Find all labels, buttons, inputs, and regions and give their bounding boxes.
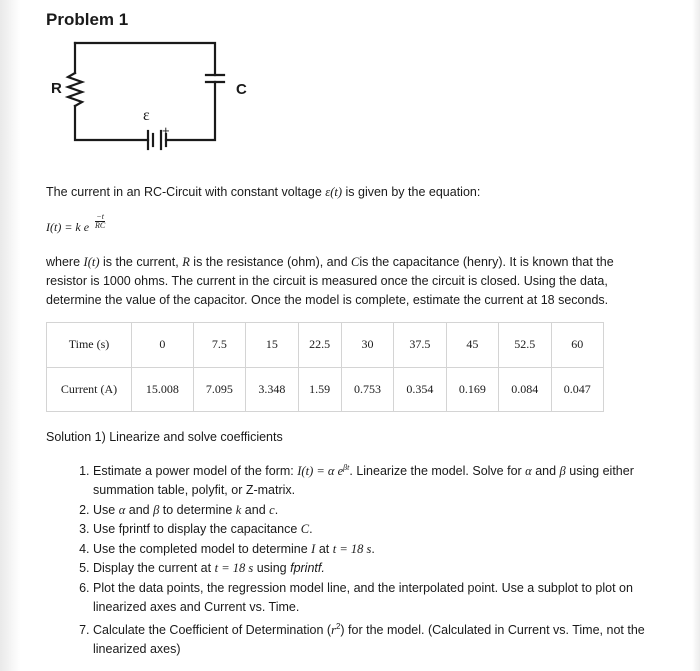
- intro-text-start: The current in an RC-Circuit with constant voltage: [46, 185, 326, 199]
- step-item: 4. Use the completed model to determine I at t = 18 s.: [93, 540, 668, 559]
- intro-paragraph: [46, 183, 480, 202]
- equation-exponent: [95, 213, 105, 230]
- table-cell: 0.753: [341, 367, 393, 412]
- page-edge-shadow-right: [692, 0, 700, 671]
- capacitor-label: C: [236, 81, 247, 98]
- table-cell: 22.5: [298, 323, 341, 368]
- table-cell: 15.008: [132, 367, 194, 412]
- table-cell: 0.084: [499, 367, 551, 412]
- table-cell: 37.5: [394, 323, 446, 368]
- page-edge-shadow: [0, 0, 20, 671]
- step-item: 5. Display the current at t = 18 s using fprintf.: [93, 559, 668, 578]
- step-item: 3. Use fprintf to display the capacitance C.: [93, 520, 668, 539]
- rc-circuit-diagram: [40, 35, 260, 160]
- description-paragraph: [46, 253, 614, 310]
- data-table: [46, 322, 604, 412]
- battery-plus-label: +: [162, 123, 170, 138]
- table-cell: 52.5: [499, 323, 551, 368]
- table-cell: 0: [132, 323, 194, 368]
- table-row-time: [47, 323, 604, 368]
- description-line-2: resistor is 1000 ohms. The current in the circuit is measured once the circuit is closed. Using the data,: [46, 274, 608, 288]
- table-cell: 0.354: [394, 367, 446, 412]
- step-item: 1. Estimate a power model of the form: I(t) = α $e^{\beta t}$. Linearize the model. Solve for α and β using either summation table, polyfit, or Z-matrix.: [93, 458, 668, 500]
- resistor-label: R: [51, 80, 62, 97]
- current-equation: [46, 220, 89, 235]
- intro-voltage-math: ε(t): [325, 185, 343, 199]
- table-cell: 7.095: [193, 367, 245, 412]
- step-item: 7. Calculate the Coefficient of Determination $(r^2)$ for the model. (Calculated in Current vs. Time, not the linearized axes): [93, 617, 668, 659]
- step-item: 2. Use α and β to determine k and c.: [93, 501, 668, 520]
- table-cell: 0.169: [446, 367, 498, 412]
- table-cell: 0.047: [551, 367, 604, 412]
- table-cell: 3.348: [246, 367, 298, 412]
- intro-text-end: is given by the equation:: [342, 185, 481, 199]
- description-line-1: where I(t) is the current, R is the resistance (ohm), and Cis the capacitance (henry). It is known that the: [46, 255, 614, 269]
- table-row-current: [47, 367, 604, 412]
- source-label: ε: [143, 107, 150, 124]
- table-row-header: Time (s): [47, 323, 132, 368]
- circuit-top-wire: [75, 43, 215, 75]
- table-cell: 45: [446, 323, 498, 368]
- description-line-3: determine the value of the capacitor. Once the model is complete, estimate the current at 18 seconds.: [46, 293, 609, 307]
- exponent-numerator: −t: [96, 212, 104, 221]
- table-cell: 1.59: [298, 367, 341, 412]
- circuit-left-wire-lower: [75, 106, 148, 140]
- step-item: 6. Plot the data points, the regression model line, and the interpolated point. Use a subplot to plot on linearized axes and Current vs. Time.: [93, 579, 668, 617]
- equation-lhs: I(t) = k e: [46, 220, 90, 234]
- table-cell: 15: [246, 323, 298, 368]
- circuit-right-wire: [166, 82, 215, 140]
- exponent-denominator: RC: [95, 221, 106, 230]
- resistor-zigzag: [68, 73, 82, 106]
- table-cell: 60: [551, 323, 604, 368]
- page-title: Problem 1: [46, 10, 129, 29]
- table-cell: 30: [341, 323, 393, 368]
- solution-steps: [77, 458, 668, 660]
- table-cell: 7.5: [193, 323, 245, 368]
- table-row-header: Current (A): [47, 367, 132, 412]
- solution-heading: Solution 1) Linearize and solve coefficients: [46, 430, 283, 444]
